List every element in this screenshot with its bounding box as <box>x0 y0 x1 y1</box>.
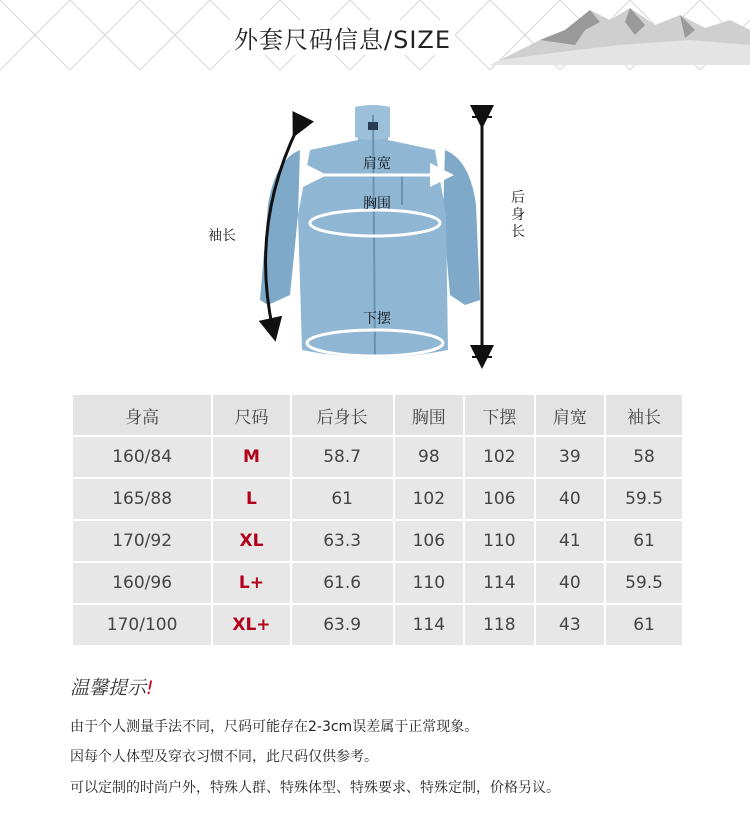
table-cell: 63.9 <box>292 605 393 645</box>
tips-title: 温馨提示! <box>70 677 154 699</box>
table-cell: 110 <box>395 563 464 603</box>
column-header-chest: 胸围 <box>395 395 464 435</box>
size-code: L+ <box>213 563 289 603</box>
length-label: 后 身 长 <box>511 190 525 240</box>
column-header-hem: 下摆 <box>465 395 534 435</box>
table-cell: 106 <box>465 479 534 519</box>
shoulder-label: 肩宽 <box>363 156 391 172</box>
table-cell: 102 <box>395 479 464 519</box>
size-table <box>71 393 684 647</box>
size-code: L <box>213 479 289 519</box>
table-cell: 165/88 <box>73 479 211 519</box>
table-cell: 40 <box>536 479 605 519</box>
table-cell: 40 <box>536 563 605 603</box>
column-header-shoulder: 肩宽 <box>536 395 605 435</box>
table-row <box>73 563 682 603</box>
jacket-diagram <box>180 95 560 375</box>
table-row <box>73 479 682 519</box>
table-header-row <box>73 395 682 435</box>
size-code: M <box>213 437 289 477</box>
table-cell: 61 <box>606 521 682 561</box>
table-cell: 102 <box>465 437 534 477</box>
tip-line-3: 可以定制的时尚户外，特殊人群、特殊体型、特殊要求、特殊定制，价格另议。 <box>70 780 560 796</box>
table-cell: 61 <box>292 479 393 519</box>
table-row <box>73 521 682 561</box>
table-cell: 43 <box>536 605 605 645</box>
table-cell: 61.6 <box>292 563 393 603</box>
column-header-length: 后身长 <box>292 395 393 435</box>
jacket-illustration <box>180 95 560 375</box>
table-cell: 98 <box>395 437 464 477</box>
chest-label: 胸围 <box>363 196 391 212</box>
table-cell: 114 <box>465 563 534 603</box>
table-cell: 63.3 <box>292 521 393 561</box>
column-header-sleeve: 袖长 <box>606 395 682 435</box>
table-cell: 61 <box>606 605 682 645</box>
table-cell: 59.5 <box>606 563 682 603</box>
table-cell: 58.7 <box>292 437 393 477</box>
table-cell: 170/100 <box>73 605 211 645</box>
column-header-height: 身高 <box>73 395 211 435</box>
table-cell: 160/84 <box>73 437 211 477</box>
hem-label: 下摆 <box>363 311 391 327</box>
table-cell: 39 <box>536 437 605 477</box>
exclamation-mark: ! <box>146 677 154 699</box>
table-cell: 114 <box>395 605 464 645</box>
tip-line-1: 由于个人测量手法不同，尺码可能存在2-3cm误差属于正常现象。 <box>70 719 479 735</box>
right-sleeve <box>443 150 480 305</box>
table-cell: 59.5 <box>606 479 682 519</box>
logo-patch <box>368 122 378 130</box>
tip-line-2: 因每个人体型及穿衣习惯不同，此尺码仅供参考。 <box>70 749 378 765</box>
table-cell: 58 <box>606 437 682 477</box>
sleeve-label: 袖长 <box>208 228 236 244</box>
table-cell: 106 <box>395 521 464 561</box>
mountain-graphic <box>490 8 750 65</box>
table-row <box>73 605 682 645</box>
header-banner <box>0 0 750 70</box>
column-header-size: 尺码 <box>213 395 289 435</box>
size-code: XL <box>213 521 289 561</box>
table-cell: 118 <box>465 605 534 645</box>
table-cell: 110 <box>465 521 534 561</box>
table-cell: 160/96 <box>73 563 211 603</box>
page-title: 外套尺码信息/SIZE <box>230 20 455 55</box>
table-cell: 170/92 <box>73 521 211 561</box>
size-code: XL+ <box>213 605 289 645</box>
table-cell: 41 <box>536 521 605 561</box>
table-row <box>73 437 682 477</box>
